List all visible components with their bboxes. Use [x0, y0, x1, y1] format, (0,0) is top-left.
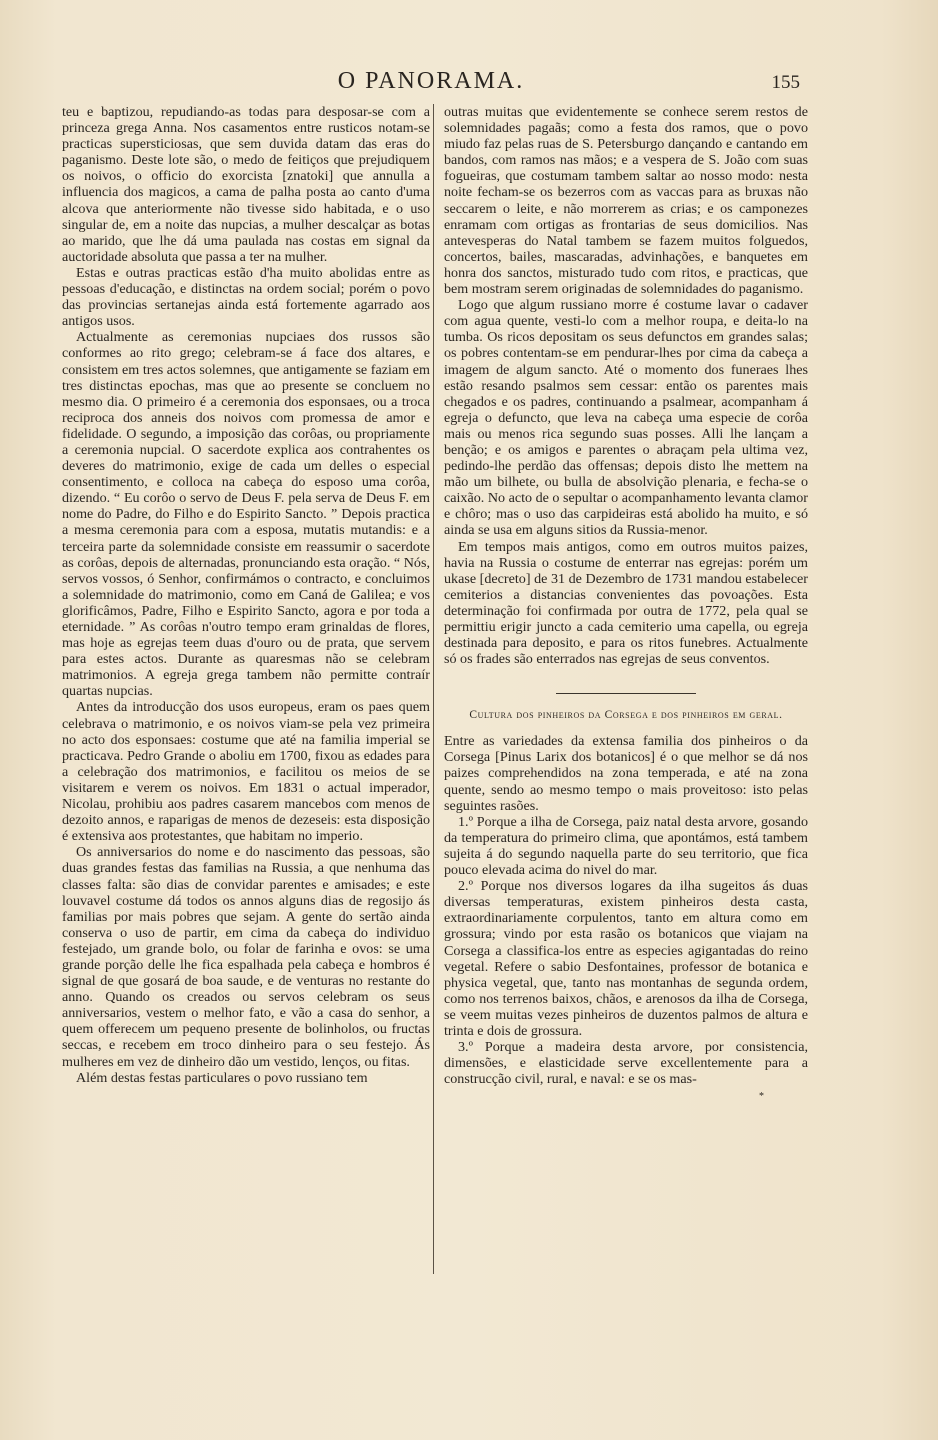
column-divider: [433, 104, 434, 1274]
footer-mark: *: [759, 1091, 764, 1103]
section-heading: Cultura dos pinheiros da Corsega e dos pinheiros em geral.: [469, 709, 783, 722]
paragraph: Em tempos mais antigos, como em outros muitos paizes, havia na Russia o costume de enterrar nas egrejas: porém um ukase [decreto] de 31 de Dezembro de 1731 mandou estabelecer cemiterios a distancias convenientes das povoações. Esta determinação foi confirmada por outra de 1772, pela qual se permittiu erigir juncto a cada cemiterio uma capella, ou egreja destinada para deposito, e para os ritos funebres. Actualmente só os frades são enterrados nas egrejas de seus conventos.: [444, 538, 808, 668]
section-separator: [556, 693, 696, 694]
paragraph: Os anniversarios do nome e do nascimento das pessoas, são duas grandes festas das familias na Russia, a que nenhuma das classes falta: são dias de convidar parentes e amisades; e este louvavel costume dá todos os annos alguns dias de regosijo ás familias por mais pobres que sejam. A gente do sertão ainda conserva o uso de partir, em cima da cabeça do individuo festejado, um grande bolo, ou folar de farinha e ovos: se uma grande porção delle lhe fica espalhada pela cabeça e hombros é signal de que gosará de boa saude, e de venturas no restante do anno. Quando os creados ou servos celebram os seus anniversarios, vestem o melhor fato, e vão a casa do senhor, a quem offerecem um pequeno presente de bolinholos, ou fructas seccas, e recebem em troco dinheiro para o seu festejo. Ás mulheres em vez de dinheiro dão um vestido, lenços, ou fitas.: [62, 844, 430, 1070]
page-number: 155: [771, 72, 800, 93]
right-column: [444, 104, 808, 1105]
paragraph: Actualmente as ceremonias nupciaes dos russos são conformes ao rito grego; celebram-se á face dos altares, e consistem em tres actos solemnes, que antigamente se faziam em tres distinctas epochas, mas que ao presente se concluem no mesmo dia. O primeiro é a ceremonia dos esponsaes, ou a troca reciproca dos anneis dos noivos com promessa de amor e fidelidade. O segundo, a imposição das corôas, ou propriamente a ceremonia nupcial. O sacerdote explica aos contrahentes os deveres do matrimonio, exige de cada um delles o especial consentimento, e colloca na cabeça do esposo uma corôa, dizendo. “ Eu corôo o servo de Deus F. pela serva de Deus F. em nome do Padre, do Filho e do Espirito Sancto. ” Depois practica a mesma ceremonia para com a esposa, mutatis mutandis: e a terceira parte da solemnidade consiste em reassumir o sacerdote as corôas, depois de alternadas, pronunciando esta oração. “ Nós, servos vossos, ó Senhor, confirmámos o contracto, e concluimos a solemnidade do matrimonio, como em Caná de Galilea; e vos glorificâmos, Padre, Filho e Espirito Sancto, agora e por toda a eternidade. ” As corôas n'outro tempo eram grinaldas de flores, mas hoje as egrejas teem duas d'ouro ou de prata, que servem para estes actos. Durante as quaresmas não se celebram matrimonios. A egreja grega tambem não permitte contraír quartas nupcias.: [62, 329, 430, 700]
left-column: [62, 104, 430, 1086]
paragraph: Logo que algum russiano morre é costume lavar o cadaver com agua quente, vesti-lo com a melhor roupa, e deita-lo na tumba. Os ricos depositam os seus defunctos em grandes salas; os pobres contentam-se em pendurar-lhes por cima da cabeça a imagem de algum sancto. Até o momento dos funeraes lhes estão resando psalmos sem cessar: então os parentes mais chegados e os padres, continuando a psalmear, acompanham á egreja o defuncto, que leva na cabeça uma especie de corôa mais ou menos rica segundo suas posses. Alli lhe lançam a benção; e os amigos e parentes o abraçam pela ultima vez, pedindo-lhe perdão das offensas; depois disto lhe mettem na mão um bilhete, ou bulla de absolvição plenaria, e fecha-se o caixão. No acto de o sepultar o acompanhamento levanta clamor e chôro; mas o uso das carpideiras está abolido ha muito, e só ainda se usa em alguns sitios da Russia-menor.: [444, 297, 808, 539]
masthead-title: O PANORAMA.: [337, 68, 525, 94]
paragraph: 3.º Porque a madeira desta arvore, por consistencia, dimensões, e elasticidade serve excellentemente para a construcção civil, rural, e naval: e se os mas-: [444, 1039, 808, 1088]
paragraph: Entre as variedades da extensa familia dos pinheiros o da Corsega [Pinus Larix dos botanicos] é o que melhor se dá nos paizes comprehendidos na zona temperada, e até na zona quente, sendo ao mesmo tempo o mais proveitoso: isto pelas seguintes rasões.: [444, 733, 808, 814]
paragraph: Estas e outras practicas estão d'ha muito abolidas entre as pessoas d'educação, e distinctas na ordem social; porém o povo das provincias sertanejas ainda está fortemente agarrado aos antigos usos.: [62, 264, 430, 330]
paragraph: Além destas festas particulares o povo russiano tem: [76, 1069, 368, 1086]
paragraph: outras muitas que evidentemente se conhece serem restos de solemnidades pagaãs; como a festa dos ramos, que o povo miudo faz pelas ruas de S. Petersburgo dançando e cantando em bandos, com ramos nas mãos; e a vespera de S. João com suas fogueiras, que costumam tambem saltar ao nosso modo: nesta noite fecham-se os bezerros com as vaccas para as bruxas não seccarem o leite, e não morrerem as crias; e os camponezes enramam com ortigas as frontarias de seus domicilios. Nas antevesperas do Natal tambem se fazem muitos folguedos, concertos, bailes, mascaradas, advinhações, e banquetes em honra dos sanctos, misturado tudo com ritos, e practicas, que bem mostram serem originadas de solemnidades do paganismo.: [444, 104, 808, 298]
paragraph: Antes da introducção dos usos europeus, eram os paes quem celebrava o matrimonio, e os noivos viam-se pela vez primeira no acto dos esponsaes: costume que até na familia imperial se practicava. Pedro Grande o aboliu em 1700, fixou as edades para a celebração dos matrimonios, e facilitou os meios de se visitarem e verem os noivos. Em 1831 o actual imperador, Nicolau, prohibiu aos padres casarem mancebos com menos de dezoito annos, e raparigas de menos de dezeseis: esta disposição é extensiva aos protestantes, que habitam no imperio.: [62, 699, 430, 845]
paragraph: teu e baptizou, repudiando-as todas para desposar-se com a princeza grega Anna. Nos casamentos entre rusticos notam-se practicas supersticiosas, que sem duvida datam das eras do paganismo. Deste lote são, o medo de feitiços que prejudiquem os noivos, o officio do exorcista [znatoki] que annulla a influencia dos magicos, a cama de palha posta ao canto d'uma alcova que anteriormente não tivesse sido habitada, e o uso singular de, em a noite das nupcias, a mulher descalçar as botas ao marido, que lhe dá uma paulada nas costas em signal da auctoridade absoluta que passa a ter na mulher.: [62, 104, 430, 265]
page-header: [62, 68, 800, 100]
paragraph: 1.º Porque a ilha de Corsega, paiz natal desta arvore, gosando da temperatura do primeiro clima, que apontámos, está tambem sujeita á do segundo naquella parte do seu territorio, que fica pouco elevada acima do nivel do mar.: [444, 813, 808, 879]
paragraph: 2.º Porque nos diversos logares da ilha sugeitos ás duas diversas temperaturas, existem pinheiros desta casta, extraordinariamente corpulentos, tanto em altura como em grossura; vindo por esta rasão os botanicos que viajam na Corsega a classifica-los entre as especies agigantadas do reino vegetal. Refere o sabio Desfontaines, professor de botanica e physica vegetal, que, tanto nas montanhas de segunda ordem, como nos terrenos baixos, chãos, e arenosos da ilha de Corsega, se veem muitas vezes pinheiros de duzentos palmos de altura e trinta e dois de grossura.: [444, 878, 808, 1039]
